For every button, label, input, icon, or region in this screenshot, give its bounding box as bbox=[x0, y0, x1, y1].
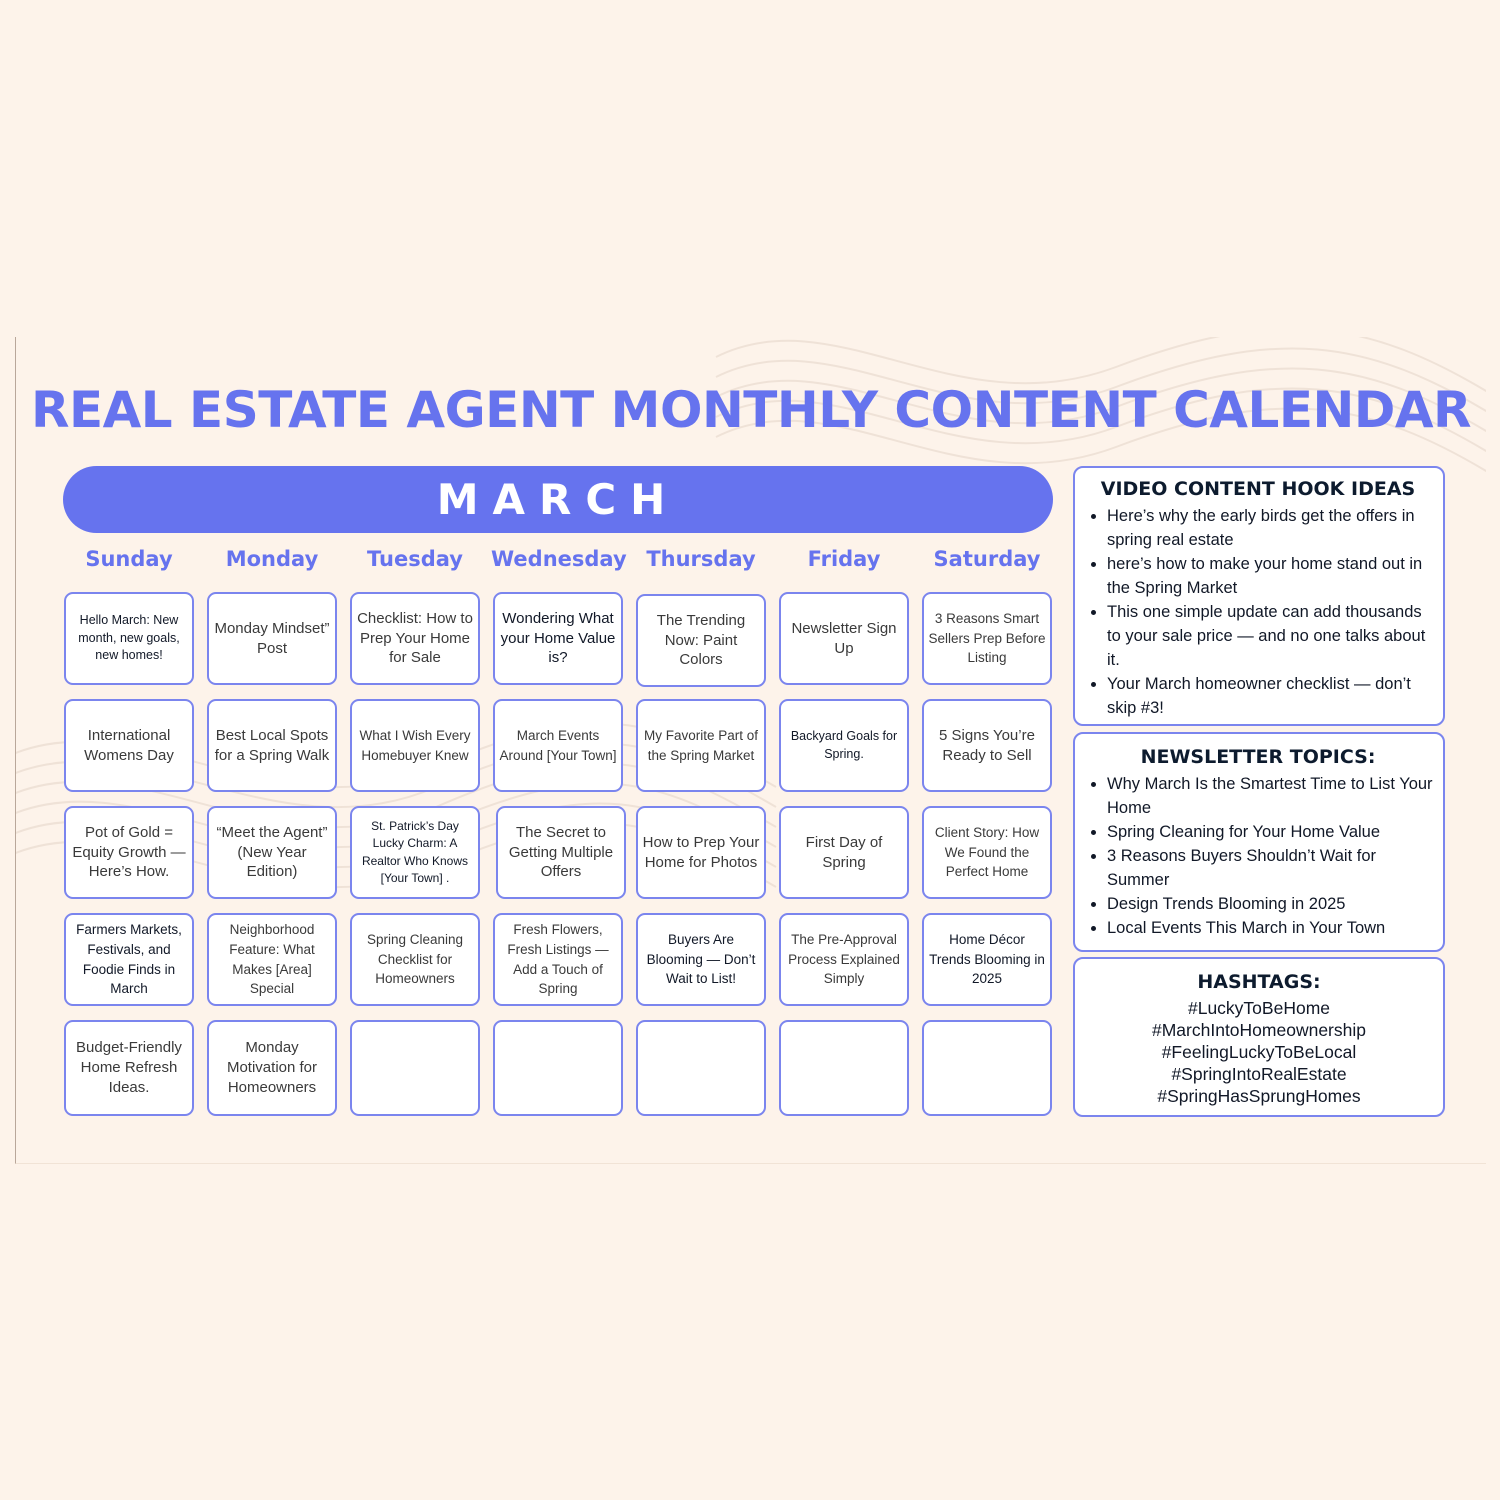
calendar-cell: Farmers Markets, Festivals, and Foodie Finds in March bbox=[64, 913, 194, 1006]
calendar-cell-empty bbox=[779, 1020, 909, 1116]
calendar-cell: International Womens Day bbox=[64, 699, 194, 792]
calendar-cell: St. Patrick’s Day Lucky Charm: A Realtor Who Knows [Your Town] . bbox=[350, 806, 480, 899]
calendar-cell-empty bbox=[922, 1020, 1052, 1116]
page-title: REAL ESTATE AGENT MONTHLY CONTENT CALENDAR bbox=[30, 381, 1472, 439]
calendar-cell: “Meet the Agent” (New Year Edition) bbox=[207, 806, 337, 899]
list-item: • Here’s why the early birds get the offers in spring real estate bbox=[1107, 504, 1439, 552]
video-hooks-list bbox=[1077, 504, 1439, 720]
calendar-cell-empty bbox=[493, 1020, 623, 1116]
calendar-cell: Buyers Are Blooming — Don’t Wait to List! bbox=[636, 913, 766, 1006]
day-header-saturday: Saturday bbox=[933, 547, 1041, 571]
calendar-cell: Fresh Flowers, Fresh Listings — Add a Touch of Spring bbox=[493, 913, 623, 1006]
calendar-cell: Backyard Goals for Spring. bbox=[779, 699, 909, 792]
calendar-cell: Client Story: How We Found the Perfect Home bbox=[922, 806, 1052, 899]
newsletter-heading: NEWSLETTER TOPICS: bbox=[1140, 746, 1376, 768]
day-header-sunday: Sunday bbox=[85, 547, 173, 571]
day-header-wednesday: Wednesday bbox=[491, 547, 627, 571]
calendar-cell: The Trending Now: Paint Colors bbox=[636, 594, 766, 687]
calendar-cell: Newsletter Sign Up bbox=[779, 592, 909, 685]
day-header-monday: Monday bbox=[225, 547, 319, 571]
calendar-cell: My Favorite Part of the Spring Market bbox=[636, 699, 766, 792]
calendar-cell: Wondering What your Home Value is? bbox=[493, 592, 623, 685]
list-item: • Local Events This March in Your Town bbox=[1107, 916, 1439, 940]
video-hooks-heading: VIDEO CONTENT HOOK IDEAS bbox=[1100, 478, 1416, 500]
calendar-cell: Checklist: How to Prep Your Home for Sale bbox=[350, 592, 480, 685]
video-hooks-panel bbox=[1073, 466, 1445, 726]
list-item: • Why March Is the Smartest Time to List Your Home bbox=[1107, 772, 1439, 820]
calendar-cell: Spring Cleaning Checklist for Homeowners bbox=[350, 913, 480, 1006]
calendar-slide bbox=[15, 337, 1486, 1164]
hashtag-list bbox=[1079, 997, 1439, 1107]
day-header-tuesday: Tuesday bbox=[367, 547, 463, 571]
list-item: • 3 Reasons Buyers Shouldn’t Wait for Summer bbox=[1107, 844, 1439, 892]
calendar-cell: Monday Mindset” Post bbox=[207, 592, 337, 685]
month-banner: MARCH bbox=[63, 466, 1053, 533]
hashtag: #LuckyToBeHome bbox=[1187, 998, 1331, 1018]
day-header-friday: Friday bbox=[807, 547, 881, 571]
calendar-cell: Pot of Gold = Equity Growth — Here’s How. bbox=[64, 806, 194, 899]
calendar-cell: How to Prep Your Home for Photos bbox=[636, 806, 766, 899]
calendar-cell: 3 Reasons Smart Sellers Prep Before Listing bbox=[922, 592, 1052, 685]
calendar-cell: Neighborhood Feature: What Makes [Area] Special bbox=[207, 913, 337, 1006]
list-item: • Spring Cleaning for Your Home Value bbox=[1107, 820, 1439, 844]
day-header-thursday: Thursday bbox=[646, 547, 756, 571]
calendar-cell: Best Local Spots for a Spring Walk bbox=[207, 699, 337, 792]
newsletter-panel bbox=[1073, 732, 1445, 952]
hashtag: #FeelingLuckyToBeLocal bbox=[1161, 1042, 1357, 1062]
calendar-cell: First Day of Spring bbox=[779, 806, 909, 899]
calendar-cell-empty bbox=[636, 1020, 766, 1116]
hashtags-panel bbox=[1073, 957, 1445, 1117]
calendar-cell: The Pre-Approval Process Explained Simply bbox=[779, 913, 909, 1006]
list-item: • here’s how to make your home stand out in the Spring Market bbox=[1107, 552, 1439, 600]
calendar-cell: Monday Motivation for Homeowners bbox=[207, 1020, 337, 1116]
newsletter-list bbox=[1077, 772, 1439, 940]
calendar-cell: 5 Signs You’re Ready to Sell bbox=[922, 699, 1052, 792]
calendar-cell: Home Décor Trends Blooming in 2025 bbox=[922, 913, 1052, 1006]
hashtags-heading: HASHTAGS: bbox=[1197, 971, 1321, 993]
hashtag: #MarchIntoHomeownership bbox=[1152, 1020, 1366, 1040]
list-item: • Your March homeowner checklist — don’t skip #3! bbox=[1107, 672, 1439, 720]
hashtag: #SpringIntoRealEstate bbox=[1171, 1064, 1347, 1084]
list-item: • Design Trends Blooming in 2025 bbox=[1107, 892, 1439, 916]
calendar-cell-empty bbox=[350, 1020, 480, 1116]
calendar-cell: The Secret to Getting Multiple Offers bbox=[496, 806, 626, 899]
calendar-cell: March Events Around [Your Town] bbox=[493, 699, 623, 792]
hashtag: #SpringHasSprungHomes bbox=[1157, 1086, 1361, 1106]
calendar-cell: Hello March: New month, new goals, new homes! bbox=[64, 592, 194, 685]
calendar-cell: Budget-Friendly Home Refresh Ideas. bbox=[64, 1020, 194, 1116]
calendar-cell: What I Wish Every Homebuyer Knew bbox=[350, 699, 480, 792]
list-item: • This one simple update can add thousands to your sale price — and no one talks about it. bbox=[1107, 600, 1439, 672]
